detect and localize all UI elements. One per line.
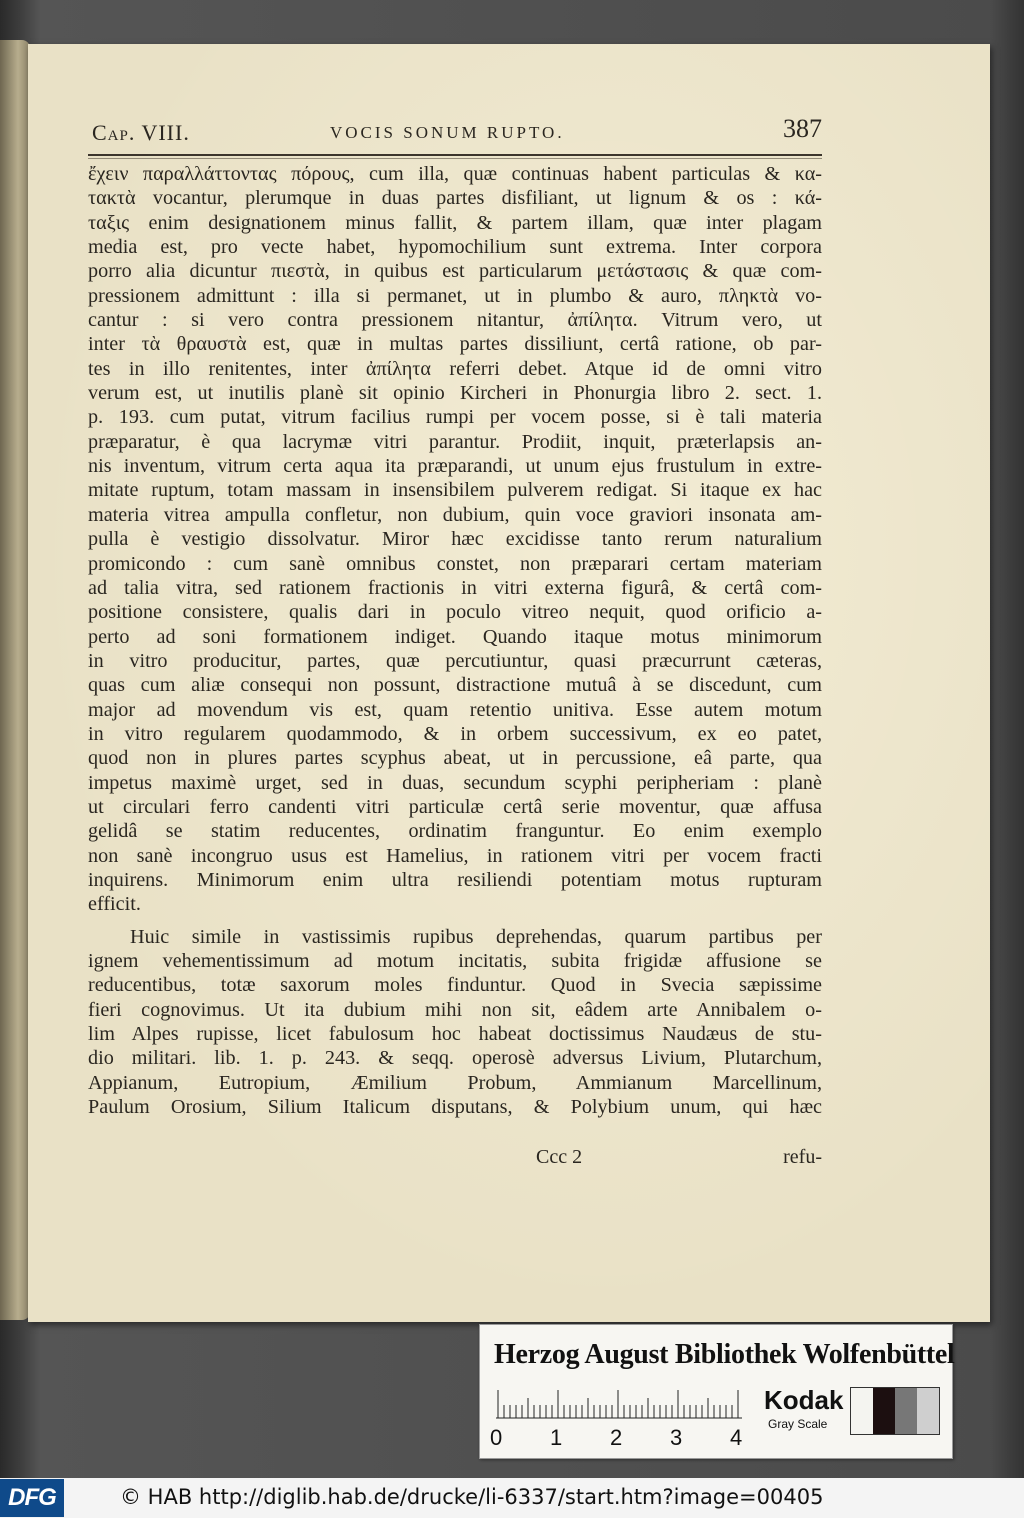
signature-line bbox=[88, 1146, 822, 1172]
text-line: in vitro producitur, partes, quæ percutiuntur, quasi præcurrunt cæteras, bbox=[88, 649, 822, 672]
ruler-number: 2 bbox=[610, 1425, 623, 1450]
text-line: cantur : si vero contra pressionem nitantur, ἀπίλητα. Vitrum vero, ut bbox=[88, 309, 822, 332]
text-line: præparatur, è qua lacrymæ vitri parantur. Prodiit, inquit, præterlapsis an- bbox=[88, 430, 822, 453]
text-line: ut circulari ferro candenti vitri particulæ certâ serie moventur, quæ affusa bbox=[88, 795, 822, 818]
paragraph-gap bbox=[88, 917, 822, 925]
footer-bar bbox=[0, 1478, 1024, 1518]
text-line: pressionem admittunt : illa si permanet, ut in plumbo & auro, πληκτὰ vo- bbox=[88, 284, 822, 307]
text-line: positione consistere, qualis dari in poculo vitreo nequit, quod orificio a- bbox=[88, 601, 822, 624]
text-line: non sanè incongruo usus est Hamelius, in rationem vitri per vocem fracti bbox=[88, 844, 822, 867]
page-number: 387 bbox=[783, 114, 822, 143]
text-line: in vitro regularem quodammodo, & in orbem successivum, ex eo patet, bbox=[88, 722, 822, 745]
archive-title: Herzog August Bibliothek Wolfenbüttel bbox=[494, 1339, 955, 1370]
body-text bbox=[88, 162, 822, 1119]
text-line: ταξις enim designationem minus fallit, & partem illam, quæ inter plagam bbox=[88, 211, 822, 234]
gray-swatch bbox=[851, 1388, 873, 1434]
text-line: nis inventum, vitrum certa aqua ita præparandi, ut unum ejus frustulum in extre- bbox=[88, 455, 822, 478]
gray-swatch bbox=[895, 1388, 917, 1434]
text-line: major ad movendum vis est, quam retentio unitiva. Esse autem motum bbox=[88, 698, 822, 721]
text-line: Paulum Orosium, Silium Italicum disputans, & Polybium unum, qui hæc bbox=[88, 1096, 822, 1119]
text-line: verum est, ut inutilis planè sit opinio Kircheri in Phonurgia libro 2. sect. 1. bbox=[88, 382, 822, 405]
archive-color-card bbox=[479, 1324, 953, 1459]
ruler-scale bbox=[496, 1389, 742, 1419]
printer-signature: Ccc 2 bbox=[536, 1146, 583, 1168]
kodak-brand: Kodak bbox=[764, 1385, 844, 1415]
text-line: impetus maximè urget, sed in duas, secundum scyphi peripheriam : planè bbox=[88, 771, 822, 794]
text-line: media est, pro vecte habet, hypomochilium sunt extrema. Inter corpora bbox=[88, 236, 822, 259]
text-line: porro alia dicuntur πιεστὰ, in quibus est particularum μετάστασις & quæ com- bbox=[88, 260, 822, 283]
text-line: Huic simile in vastissimis rupibus deprehendas, quarum partibus per bbox=[130, 925, 822, 948]
header-rule-secondary bbox=[88, 158, 822, 159]
text-line: efficit. bbox=[88, 893, 141, 916]
adjacent-page-edge bbox=[0, 40, 30, 1320]
text-line: gelidâ se statim reducentes, ordinatim franguntur. Eo enim exemplo bbox=[88, 820, 822, 843]
gray-swatch bbox=[917, 1388, 939, 1434]
catchword: refu- bbox=[783, 1146, 822, 1168]
text-line: Appianum, Eutropium, Æmilium Probum, Ammianum Marcellinum, bbox=[88, 1071, 822, 1094]
text-line: ad talia vitra, sed rationem fractionis in vitri externa figurâ, & certâ com- bbox=[88, 576, 822, 599]
gray-swatch bbox=[873, 1388, 895, 1434]
text-line: inter τὰ θραυστὰ est, quæ in multas partes dissiliunt, certâ ratione, ob par- bbox=[88, 333, 822, 356]
gray-scale-swatches bbox=[850, 1387, 940, 1435]
copyright-link[interactable]: © HAB http://diglib.hab.de/drucke/li-6337/start.htm?image=00405 bbox=[120, 1485, 824, 1509]
header-rule bbox=[88, 154, 822, 156]
text-line: lim Alpes rupisse, licet fabulosum hoc habeat doctissimus Naudæus de stu- bbox=[88, 1023, 822, 1046]
ruler-number: 1 bbox=[550, 1425, 563, 1450]
text-line: reducentibus, totæ saxorum moles finduntur. Quod in Svecia sæpissime bbox=[88, 974, 822, 997]
text-line: quas cum aliæ consequi non possunt, distractione mutuâ à se discedunt, cum bbox=[88, 674, 822, 697]
text-line: pulla è vestigio dissolvatur. Miror hæc excidisse tanto rerum naturalium bbox=[88, 528, 822, 551]
ruler-number: 4 bbox=[730, 1425, 743, 1450]
ruler-number: 3 bbox=[670, 1425, 683, 1450]
chapter-heading: Cap. VIII. bbox=[92, 120, 190, 145]
text-line: promicondo : cum sanè omnibus constet, non præparari certam materiam bbox=[88, 552, 822, 575]
gray-scale-label: Gray Scale bbox=[768, 1417, 828, 1431]
text-line: p. 193. cum putat, vitrum facilius rumpi per vocem posse, si è tali materia bbox=[88, 406, 822, 429]
text-line: materia vitrea ampulla confletur, non dubium, quin voce graviori insonata am- bbox=[88, 503, 822, 526]
ruler-number: 0 bbox=[490, 1425, 503, 1450]
text-line: ἔχειν παραλλάττοντας πόρους, cum illa, quæ continuas habent particulas & κα- bbox=[88, 163, 822, 185]
text-line: perto ad soni formationem indiget. Quando itaque motus minimorum bbox=[88, 625, 822, 648]
running-title: VOCIS SONUM RUPTO. bbox=[330, 123, 565, 142]
text-line: ignem vehementissimum ad motum incitatis, subita frigidæ affusione se bbox=[88, 950, 822, 972]
running-head bbox=[92, 114, 822, 150]
text-line: quod non in plures partes scyphus abeat, ut in percussione, eâ parte, qua bbox=[88, 747, 822, 770]
text-line: dio militari. lib. 1. p. 243. & seqq. operosè adversus Livium, Plutarchum, bbox=[88, 1047, 822, 1070]
dfg-logo: DFG bbox=[0, 1479, 64, 1517]
text-line: inquirens. Minimorum enim ultra resiliendi potentiam motus rupturam bbox=[88, 868, 822, 891]
text-line: tes in illo renitentes, inter ἀπίλητα referri debet. Atque id de omni vitro bbox=[88, 357, 822, 380]
text-line: fieri cognovimus. Ut ita dubium mihi non sit, eâdem arte Annibalem o- bbox=[88, 998, 822, 1021]
ruler-numbers bbox=[490, 1425, 746, 1451]
text-line: mitate ruptum, totam massam in insensibilem pulverem redigat. Si itaque ex hac bbox=[88, 479, 822, 502]
text-line: τακτὰ vocantur, plerumque in duas partes disfiliant, ut lignum & os : κά- bbox=[88, 187, 822, 210]
book-page bbox=[28, 44, 990, 1322]
